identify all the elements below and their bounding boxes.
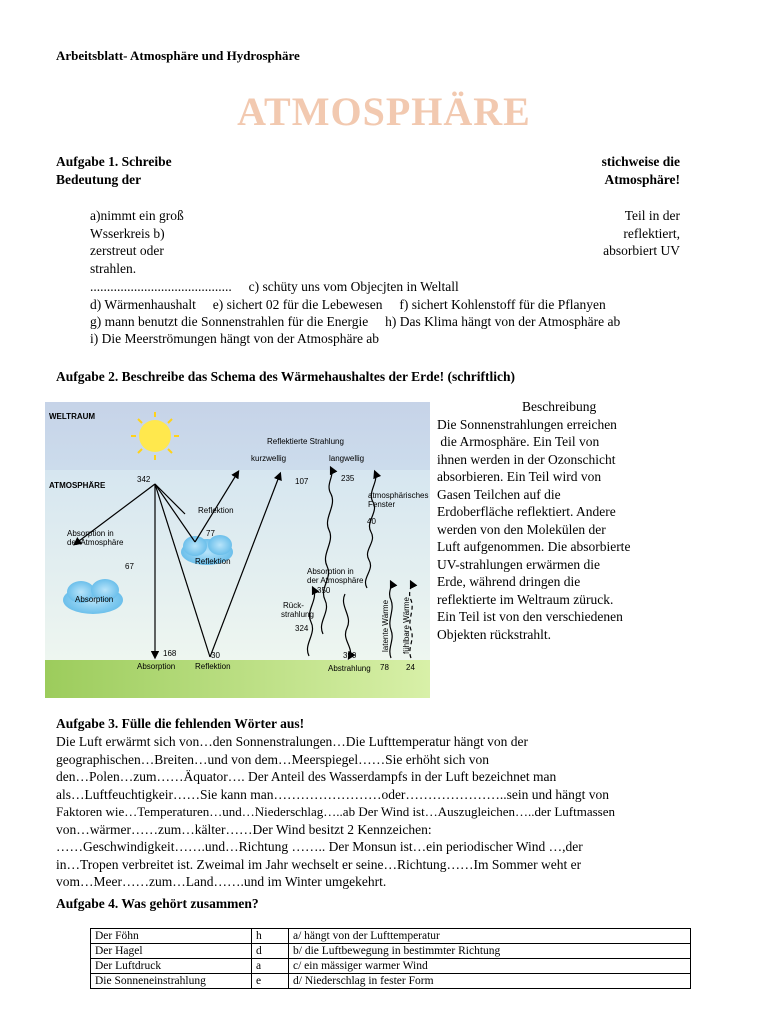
label-absorption-atm-r2: der Atmosphäre: [307, 576, 364, 585]
label-absorption-ground: Absorption: [137, 662, 176, 671]
worksheet-title: Arbeitsblatt- Atmosphäre und Hydrosphäre: [56, 48, 300, 63]
task3-line: geographischen…Breiten…und von dem…Meerspiegel……Sie erhöht sich von: [56, 751, 490, 767]
task1-right-line: absorbiert UV: [603, 243, 680, 258]
description-line: Ein Teil ist von den verschiedenen: [437, 609, 623, 624]
task4-heading: Aufgabe 4. Was gehört zusammen?: [56, 896, 259, 911]
task1-left-line: a)nimmt ein groß: [90, 208, 184, 223]
label-atmosphaere: ATMOSPHÄRE: [49, 481, 106, 490]
task1-items-left: [90, 207, 215, 277]
definition-cell: b/ die Luftbewegung in bestimmter Richtung: [289, 944, 691, 959]
task1-heading-left: [56, 153, 226, 188]
task1-line-c: .......................................... c) schüty uns vom Objecjten in Weltall: [90, 279, 459, 294]
task1-right-line: Teil in der: [624, 208, 680, 223]
energy-balance-diagram: [45, 402, 430, 698]
term-cell: Die Sonneneinstrahlung: [91, 974, 252, 989]
description-line: Die Sonnenstrahlungen erreichen: [437, 416, 617, 432]
task2-description: [437, 398, 657, 643]
label-atm-fenster2: Fenster: [368, 500, 396, 509]
value-78: 78: [380, 663, 389, 672]
description-line: absorbieren. Ein Teil wird von: [437, 469, 602, 484]
label-absorption-atm-2: der Atmosphäre: [67, 538, 124, 547]
label-rueck-1: Rück-: [283, 601, 304, 610]
task1-left-line: zerstreut oder: [90, 243, 164, 258]
description-line: ihnen werden in der Ozonschicht: [437, 451, 616, 467]
ground-layer: [45, 660, 430, 698]
table-row: [91, 944, 691, 959]
task3-line: Faktoren wie…Temperaturen…und…Niederschlag…..ab Der Wind ist…Auszugleichen…..der Luftmassen: [56, 804, 615, 819]
label-absorption-cloud: Absorption: [75, 595, 114, 604]
task3-heading: Aufgabe 3. Fülle die fehlenden Wörter aus!: [56, 716, 305, 731]
task1-line-g: g) mann benutzt die Sonnenstrahlen für die Energie h) Das Klima hängt von der Atmosphäre ab: [90, 314, 621, 329]
label-langwellig: langwellig: [329, 454, 365, 463]
table-row: [91, 929, 691, 944]
definition-cell: d/ Niederschlag in fester Form: [289, 974, 691, 989]
label-reflektierte-strahlung: Reflektierte Strahlung: [267, 437, 344, 446]
task1-heading-right: [585, 153, 680, 188]
description-title: Beschreibung: [522, 399, 597, 414]
value-30: 30: [211, 651, 220, 660]
definition-cell: a/ hängt von der Lufttemperatur: [289, 929, 691, 944]
label-weltraum: WELTRAUM: [49, 412, 96, 421]
table-row: [91, 959, 691, 974]
value-390: 390: [343, 651, 357, 660]
label-reflektion-cloud: Reflektion: [195, 557, 231, 566]
task3-line: als…Luftfeuchtigkeir……Sie kann man……………………oder…………………..sein und hängt von: [56, 786, 610, 802]
task1-line-i: i) Die Meerströmungen hängt von der Atmosphäre ab: [90, 331, 380, 346]
task1-items-right: [585, 207, 680, 260]
description-line: Gasen Teilchen auf die: [437, 486, 561, 502]
task3-line: den…Polen…zum……Äquator…. Der Anteil des Wasserdampfs in der Luft bezeichnet man: [56, 769, 557, 784]
description-line: Erde, während dringen die: [437, 574, 581, 589]
task1-heading-right-line1: stichweise die: [601, 154, 680, 169]
label-atm-fenster: atmosphärisches: [368, 491, 429, 500]
answer-cell: e: [252, 974, 289, 989]
value-40: 40: [367, 517, 376, 526]
space-layer: [45, 402, 430, 470]
answer-cell: h: [252, 929, 289, 944]
task3-line: in…Tropen verbreitet ist. Zweimal im Jahr wechselt er seine…Richtung……Im Sommer weht er: [56, 856, 582, 872]
description-line: werden von den Molekülen der: [437, 521, 606, 537]
task1-left-line: Wsserkreis b): [90, 225, 165, 241]
description-line: reflektierte im Weltraum züruck.: [437, 591, 614, 607]
matching-table: [90, 928, 691, 989]
task2-heading: Aufgabe 2. Beschreibe das Schema des Wärmehaushaltes der Erde! (schriftlich): [56, 369, 515, 384]
description-line: die Armosphäre. Ein Teil von: [437, 434, 600, 449]
description-line: UV-strahlungen erwärmen die: [437, 556, 600, 572]
label-latente-waerme: latente Wärme: [381, 599, 390, 652]
task3-line: von…wärmer……zum…kälter……Der Wind besitzt 2 Kennzeichen:: [56, 821, 432, 837]
task1-heading-line1: Aufgabe 1. Schreibe: [56, 154, 172, 169]
label-abstrahlung: Abstrahlung: [328, 664, 371, 673]
task1-line-d: d) Wärmenhaushalt e) sichert 02 für die Lebewesen f) sichert Kohlenstoff für die Pflanyen: [90, 297, 606, 312]
term-cell: Der Luftdruck: [91, 959, 252, 974]
task1-heading-line2: Bedeutung der: [56, 171, 142, 187]
label-reflektion-ground: Reflektion: [195, 662, 231, 671]
answer-cell: d: [252, 944, 289, 959]
term-cell: Der Hagel: [91, 944, 252, 959]
task1-right-line: reflektiert,: [623, 225, 680, 241]
task3-line: Die Luft erwärmt sich von…den Sonnenstralungen…Die Lufttemperatur hängt von der: [56, 734, 528, 749]
value-350: 350: [317, 586, 331, 595]
value-342: 342: [137, 475, 151, 484]
label-absorption-atm-r1: Absorption in: [307, 567, 354, 576]
label-fuehlbare-waerme: fühlbare Wärme: [402, 597, 411, 654]
page-title: ATMOSPHÄRE: [237, 89, 531, 134]
value-67: 67: [125, 562, 134, 571]
task1-left-line: strahlen.: [90, 260, 137, 276]
label-rueck-2: strahlung: [281, 610, 314, 619]
term-cell: Der Föhn: [91, 929, 252, 944]
description-line: Erdoberfläche reflektiert. Andere: [437, 504, 616, 519]
task1-heading-right-line2: Atmosphäre!: [604, 171, 680, 187]
value-324: 324: [295, 624, 309, 633]
label-kurzwellig: kurzwellig: [251, 454, 287, 463]
value-168: 168: [163, 649, 177, 658]
description-line: Objekten rückstrahlt.: [437, 626, 551, 642]
label-absorption-atm-1: Absorption in: [67, 529, 114, 538]
table-row: [91, 974, 691, 989]
answer-cell: a: [252, 959, 289, 974]
value-235: 235: [341, 474, 355, 483]
value-24: 24: [406, 663, 415, 672]
definition-cell: c/ ein mässiger warmer Wind: [289, 959, 691, 974]
value-107: 107: [295, 477, 309, 486]
task3-text: [56, 733, 756, 891]
task3-line: vom…Meer……zum…Land…….und im Winter umgekehrt.: [56, 874, 387, 889]
description-line: Luft aufgenommen. Die absorbierte: [437, 539, 631, 554]
task3-line: ……Geschwindigkeit…….und…Richtung …….. Der Monsun ist…ein periodischer Wind …,der: [56, 839, 583, 854]
energy-balance-svg: [45, 402, 430, 698]
label-reflektion-1: Reflektion: [198, 506, 234, 515]
value-77: 77: [206, 529, 215, 538]
